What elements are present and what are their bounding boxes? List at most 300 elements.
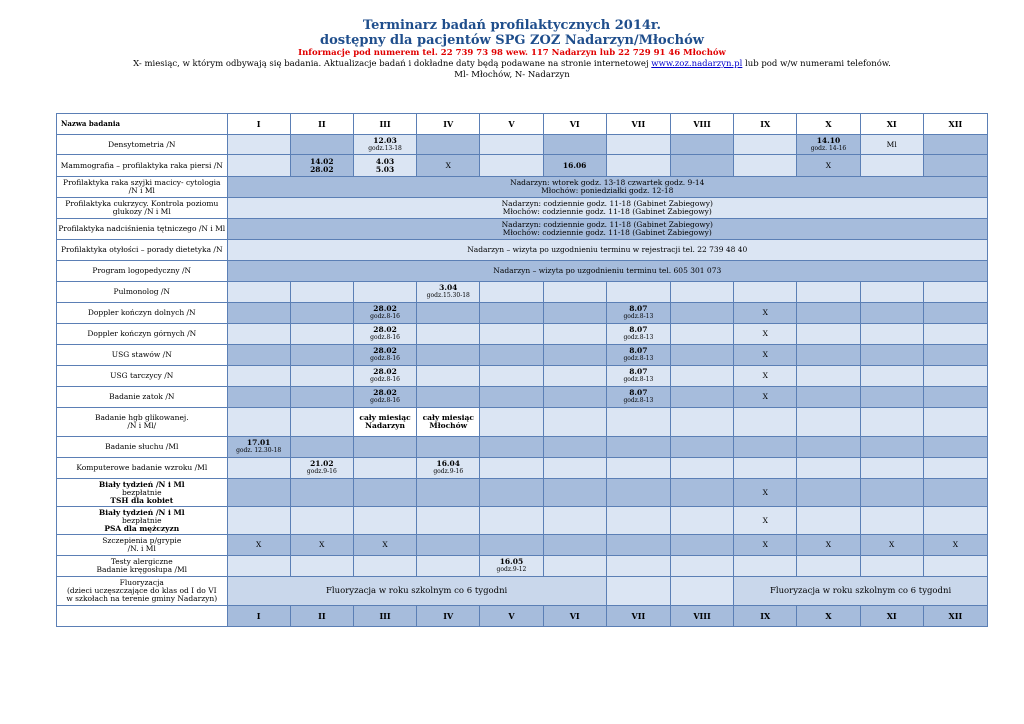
month-cell [227,458,290,479]
month-cell [227,345,290,366]
month-cell: X [734,507,797,535]
month-cell [670,437,733,458]
month-cell [290,479,353,507]
exam-name-line: bezpłatnie [121,487,162,497]
month-cell: X [290,535,353,556]
month-header: XI [860,114,923,135]
month-header: I [227,114,290,135]
month-cell: X [797,535,860,556]
month-cell [353,345,416,366]
month-cell [606,437,670,458]
month-cell [606,458,670,479]
month-cell [543,282,606,303]
date: 28.02 [373,346,397,355]
month-cell [670,345,733,366]
month-cell [543,458,606,479]
month-cell [734,155,797,177]
month-cell [480,303,543,324]
exam-name: USG tarczycy /N [57,366,228,387]
month-cell [797,556,860,577]
month-cell [543,507,606,535]
date: 8.07 [629,367,648,376]
month-header: II [290,114,353,135]
month-cell: Ml [860,135,923,155]
month-cell [353,324,416,345]
month-cell [797,135,860,155]
note-line [0,59,1024,69]
month-cell [417,135,480,155]
hours: godz.15.30-18 [426,292,470,299]
month-footer: VI [543,606,606,627]
month-cell [290,303,353,324]
month-cell [670,366,733,387]
month-cell [670,155,733,177]
table-row [57,387,988,408]
date: 21.02 [310,459,334,468]
month-cell [860,345,923,366]
month-cell [797,479,860,507]
month-cell [227,408,290,437]
month-cell [353,479,416,507]
hours: godz.8-13 [623,334,654,341]
month-footer: I [227,606,290,627]
month-cell [227,324,290,345]
month-cell [670,577,733,606]
hours: godz. 14-16 [810,144,847,152]
month-header: VII [606,114,670,135]
month-cell: cały miesiąc Młochów [417,408,480,437]
exam-name-line: Biały tydzień /N i Ml [98,507,185,517]
table-row [57,556,988,577]
date: 8.07 [629,346,648,355]
month-cell [606,577,670,606]
month-cell: X [734,479,797,507]
month-cell: cały miesiąc Nadarzyn [353,408,416,437]
month-cell [290,507,353,535]
date: 8.07 [629,304,648,313]
month-cell [417,303,480,324]
schedule-info: Nadarzyn – wizyta po uzgodnieniu terminu tel. 605 301 073 [227,261,987,282]
month-cell [227,507,290,535]
exam-name-line: TSH dla kobiet [110,495,174,505]
month-cell [227,155,290,177]
exam-name: USG stawów /N [57,345,228,366]
exam-name: Densytometria /N [57,135,228,155]
month-header: III [353,114,416,135]
date: 28.02 [373,304,397,313]
month-cell [860,458,923,479]
table-row [57,135,988,155]
month-cell [543,324,606,345]
hours: godz.8-16 [370,397,400,404]
month-cell [353,282,416,303]
month-cell [353,387,416,408]
date: 16.05 [499,557,524,566]
month-header: IX [734,114,797,135]
month-cell [923,479,987,507]
month-cell [480,135,543,155]
month-footer: IV [417,606,480,627]
month-cell [417,282,480,303]
month-cell [860,324,923,345]
month-cell [353,303,416,324]
month-cell: X [734,345,797,366]
month-cell [480,282,543,303]
month-cell [480,556,543,577]
month-cell [353,366,416,387]
schedule-table [56,113,988,627]
schedule-line: Młochów: poniedziałki godz. 12-18 [541,186,674,195]
table-row [57,198,988,219]
date: 8.07 [629,325,648,334]
month-cell [670,303,733,324]
month-cell [543,479,606,507]
month-cell: 16.06 [543,155,606,177]
month-cell [797,282,860,303]
schedule-info [227,198,987,219]
month-cell [734,408,797,437]
month-cell [670,507,733,535]
month-cell [923,282,987,303]
month-cell [797,387,860,408]
month-cell [290,345,353,366]
month-cell: X [923,535,987,556]
schedule-info [227,219,987,240]
exam-name: Doppler kończyn górnych /N [57,324,228,345]
note-text-end: lub pod w/w numerami telefonów. [742,59,891,69]
month-cell [923,556,987,577]
month-header-row [57,114,988,135]
month-cell [417,366,480,387]
exam-name: Profilaktyka cukrzycy. Kontrola poziomu glukozy /N i Ml [57,198,228,219]
schedule-line: Młochów: codziennie godz. 11-18 (Gabinet Zabiegowy) [502,228,712,237]
month-cell [417,324,480,345]
month-cell [670,324,733,345]
month-cell [227,437,290,458]
month-cell [290,366,353,387]
month-footer: III [353,606,416,627]
month-cell [227,282,290,303]
exam-name [57,507,228,535]
month-cell [923,345,987,366]
table-row [57,479,988,507]
month-cell: X [734,387,797,408]
exam-name-line: Biały tydzień /N i Ml [98,479,185,489]
month-cell [290,135,353,155]
month-cell [417,458,480,479]
month-cell [227,303,290,324]
month-cell [923,366,987,387]
exam-name: Badanie słuchu /Ml [57,437,228,458]
month-cell: X [417,155,480,177]
date: 17.01 [246,438,271,447]
date: 3.04 [439,283,458,292]
table-row [57,324,988,345]
table-row [57,458,988,479]
month-cell [606,282,670,303]
month-cell [860,155,923,177]
hours: godz.13-18 [368,144,402,152]
month-cell [227,366,290,387]
hours: godz.8-16 [370,376,400,383]
month-header: VI [543,114,606,135]
month-cell [923,135,987,155]
date: 28.02 [373,367,397,376]
hours: godz. 12.30-18 [236,447,282,454]
month-cell [480,345,543,366]
month-cell [797,366,860,387]
exam-name: Mammografia – profilaktyka raka piersi /N [57,155,228,177]
month-cell [290,556,353,577]
date: 16.04 [436,459,460,468]
month-footer: X [797,606,860,627]
month-cell [860,303,923,324]
month-cell [227,556,290,577]
fluor-period-2: Fluoryzacja w roku szkolnym co 6 tygodni [734,577,988,606]
table-row [57,282,988,303]
month-cell [734,556,797,577]
month-cell [480,458,543,479]
date: 12.03 [373,135,397,145]
month-cell [606,535,670,556]
exam-name: Pulmonolog /N [57,282,228,303]
exam-name: Badanie zatok /N [57,387,228,408]
month-cell [353,507,416,535]
exam-name-line: PSA dla mężczyzn [104,523,180,533]
month-cell [290,437,353,458]
hours: godz.9-16 [433,468,464,475]
month-cell [480,324,543,345]
month-cell [353,458,416,479]
month-cell [860,437,923,458]
month-cell [606,345,670,366]
month-cell [797,345,860,366]
name-column-header: Nazwa badania [57,114,228,135]
date: 28.02 [373,388,397,397]
month-cell [797,437,860,458]
month-cell: 14.02 28.02 [290,155,353,177]
month-cell [860,479,923,507]
month-cell [797,303,860,324]
month-cell [606,387,670,408]
month-cell [860,282,923,303]
month-footer: XI [860,606,923,627]
month-cell [606,155,670,177]
table-row [57,366,988,387]
month-footer: II [290,606,353,627]
month-cell [480,366,543,387]
month-cell [860,556,923,577]
table-row [57,577,988,606]
month-cell [480,387,543,408]
month-cell [670,135,733,155]
month-cell [797,408,860,437]
table-row [57,240,988,261]
month-footer: VII [606,606,670,627]
month-cell [417,556,480,577]
month-cell [670,458,733,479]
table-row [57,535,988,556]
month-cell [543,437,606,458]
month-cell [923,458,987,479]
hours: godz.8-13 [623,397,654,404]
month-cell [860,507,923,535]
hours: godz.8-13 [623,376,654,383]
month-cell [606,479,670,507]
month-cell [543,535,606,556]
table-row [57,437,988,458]
month-footer: VIII [670,606,733,627]
exam-name [57,479,228,507]
month-cell: X [734,303,797,324]
hours: godz.8-13 [623,313,654,320]
month-cell [480,535,543,556]
legend-line: Ml- Młochów, N- Nadarzyn [454,70,570,80]
month-cell [923,303,987,324]
footer-empty-cell [57,606,228,627]
exam-name: Badanie hgb glikowanej. /N i Ml/ [57,408,228,437]
hours: godz.9-16 [306,468,337,475]
month-footer: V [480,606,543,627]
exam-name: Program logopedyczny /N [57,261,228,282]
month-cell [417,437,480,458]
month-cell [670,535,733,556]
exam-name: Fluoryzacja (dzieci uczęszczające do klas od I do VI w szkołach na terenie gminy Nadarzyn) [57,577,228,606]
exam-name-line: bezpłatnie [121,515,162,525]
date: 28.02 [373,325,397,334]
table-row [57,261,988,282]
month-footer: IX [734,606,797,627]
month-cell: X [860,535,923,556]
month-cell [670,387,733,408]
contact-info: Informacje pod numerem tel. 22 739 73 98 wew. 117 Nadarzyn lub 22 729 91 46 Młochów [298,48,726,58]
note-text: X- miesiąc, w którym odbywają się badania. Aktualizacje badań i dokładne daty będą podawane na stronie internetowej [133,59,652,69]
month-cell [417,345,480,366]
month-cell [543,556,606,577]
month-footer: XII [923,606,987,627]
month-cell [797,507,860,535]
month-cell [670,282,733,303]
month-cell [227,387,290,408]
month-cell [227,135,290,155]
month-cell [734,135,797,155]
month-cell [606,366,670,387]
month-cell [734,282,797,303]
month-cell: X [353,535,416,556]
month-cell [480,479,543,507]
hours: godz.8-13 [623,355,654,362]
month-cell [543,408,606,437]
month-header: IV [417,114,480,135]
month-cell [606,556,670,577]
month-cell [543,303,606,324]
website-link[interactable]: www.zoz.nadarzyn.pl [651,59,743,69]
month-cell: 4.03 5.03 [353,155,416,177]
month-cell [417,535,480,556]
month-cell [670,408,733,437]
schedule-line: Nadarzyn: wtorek godz. 13-18 czwartek godz. 9-14 [510,178,705,187]
date: 14.10 [816,135,841,145]
exam-name: Doppler kończyn dolnych /N [57,303,228,324]
month-cell [417,479,480,507]
month-cell [670,556,733,577]
month-header: XII [923,114,987,135]
month-cell [353,556,416,577]
schedule-info [227,177,987,198]
month-cell [797,324,860,345]
month-cell [606,507,670,535]
month-cell [606,135,670,155]
month-cell [480,155,543,177]
exam-name: Profilaktyka raka szyjki macicy- cytologia /N i Ml [57,177,228,198]
schedule-line: Nadarzyn: codziennie godz. 11-18 (Gabinet Zabiegowy) [501,220,713,229]
month-cell [923,437,987,458]
table-row [57,155,988,177]
table-row [57,303,988,324]
exam-name: Testy alergiczne Badanie kręgosłupa /Ml [57,556,228,577]
table-row [57,507,988,535]
month-cell [543,345,606,366]
month-cell [290,324,353,345]
exam-name: Komputerowe badanie wzroku /Ml [57,458,228,479]
hours: godz.8-16 [370,334,400,341]
month-cell [290,387,353,408]
month-cell: X [734,366,797,387]
month-cell [923,408,987,437]
schedule-line: Młochów: codziennie godz. 11-18 (Gabinet Zabiegowy) [502,207,712,216]
month-cell: X [797,155,860,177]
month-cell [860,366,923,387]
month-cell [543,135,606,155]
month-cell [923,507,987,535]
month-cell [480,408,543,437]
month-cell [606,303,670,324]
month-cell [606,324,670,345]
month-cell [290,282,353,303]
month-cell [606,408,670,437]
month-cell [860,408,923,437]
title-line-2: dostępny dla pacjentów SPG ZOZ Nadarzyn/Młochów [320,33,704,48]
table-row [57,408,988,437]
title-line-1: Terminarz badań profilaktycznych 2014r. [362,18,662,33]
month-cell: X [734,324,797,345]
month-cell [480,437,543,458]
month-cell [670,479,733,507]
month-cell [923,155,987,177]
month-cell [734,437,797,458]
table-row [57,219,988,240]
month-cell [797,458,860,479]
month-cell [543,387,606,408]
month-cell [353,135,416,155]
month-cell: X [734,535,797,556]
month-cell: X [227,535,290,556]
exam-name: Szczepienia p/grypie /N. i Ml [57,535,228,556]
exam-name: Profilaktyka nadciśnienia tętniczego /N i Ml [57,219,228,240]
month-cell [860,387,923,408]
month-footer-row [57,606,988,627]
month-cell [417,507,480,535]
date: 8.07 [629,388,648,397]
month-header: VIII [670,114,733,135]
hours: godz.8-16 [370,355,400,362]
month-cell [923,324,987,345]
exam-name: Profilaktyka otyłości – porady dietetyka /N [57,240,228,261]
month-cell [480,507,543,535]
table-row [57,177,988,198]
hours: godz.9-12 [496,566,527,573]
hours: godz.8-16 [370,313,400,320]
